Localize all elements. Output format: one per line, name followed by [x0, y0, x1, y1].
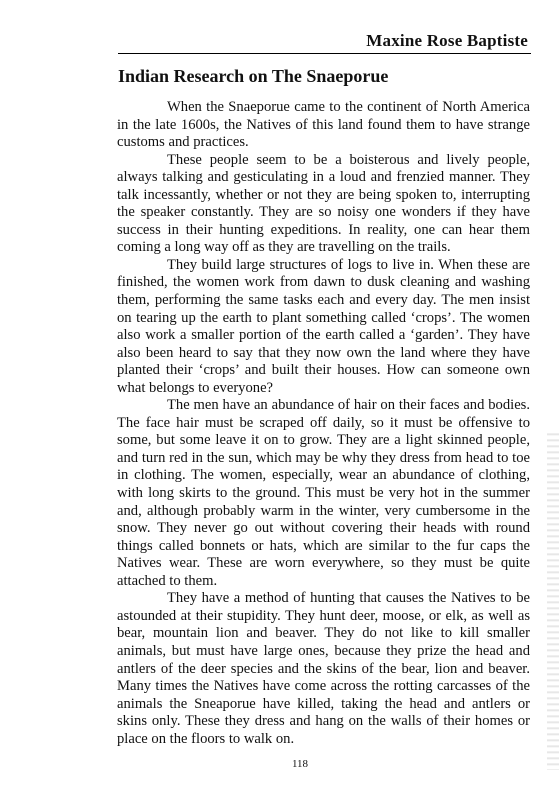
scan-edge-noise [547, 430, 559, 770]
paragraph-1: When the Snaeporue came to the continent of North America in the late 1600s, the Natives of this land found them to have strange customs and practices. [117, 99, 530, 151]
header-rule [118, 53, 531, 54]
paragraph-3: They build large structures of logs to live in. When these are finished, the women work from dawn to dusk cleaning and washing them, performing the same tasks each and every day. The men insist on tearing up the earth to plant something called ‘crops’. The women also work a smaller portion of the earth called a ‘garden’. They have also been heard to say that they now own the land where they have planted their ‘crops’ and built their houses. How can someone own what belongs to everyone? [117, 256, 530, 396]
page-number: 118 [291, 758, 309, 770]
article-body [117, 99, 530, 748]
paragraph-4: The men have an abundance of hair on their faces and bodies. The face hair must be scraped off daily, so it must be offensive to some, but some leave it on to grow. They are a light skinned people, and turn red in the sun, which may be why they dress from head to toe in clothing. The women, especially, wear an abundance of clothing, with long skirts to the ground. This must be very hot in the summer and, although probably warm in the winter, very cumbersome in the snow. They never go out without covering their heads with round things called bonnets or hats, which are similar to the fur caps the Natives wear. These are worn everywhere, so they must be quite attached to them. [117, 397, 530, 589]
running-header-author: Maxine Rose Baptiste [366, 31, 528, 50]
paragraph-5: They have a method of hunting that causes the Natives to be astounded at their stupidity. They hunt deer, moose, or elk, as well as bear, mountain lion and beaver. They do not like to kill smaller animals, but must have large ones, because they prize the head and antlers of the deer species and the skins of the bear, lion and beaver. Many times the Natives have come across the rotting carcasses of the animals the Sneaporue have killed, taking the head and antlers or skins only. These they dress and hang on the walls of their homes or place on the floors to walk on. [117, 590, 530, 747]
paragraph-2: These people seem to be a boisterous and lively people, always talking and gesticulating in a loud and frenzied manner. They talk incessantly, whether or not they are being spoken to, interrupting the speaker constantly. They are so noisy one wonders if they have success in their hunting expeditions. In reality, one can hear them coming a long way off as they are travelling on the trails. [117, 151, 530, 256]
article-title: Indian Research on The Snaeporue [118, 66, 389, 86]
